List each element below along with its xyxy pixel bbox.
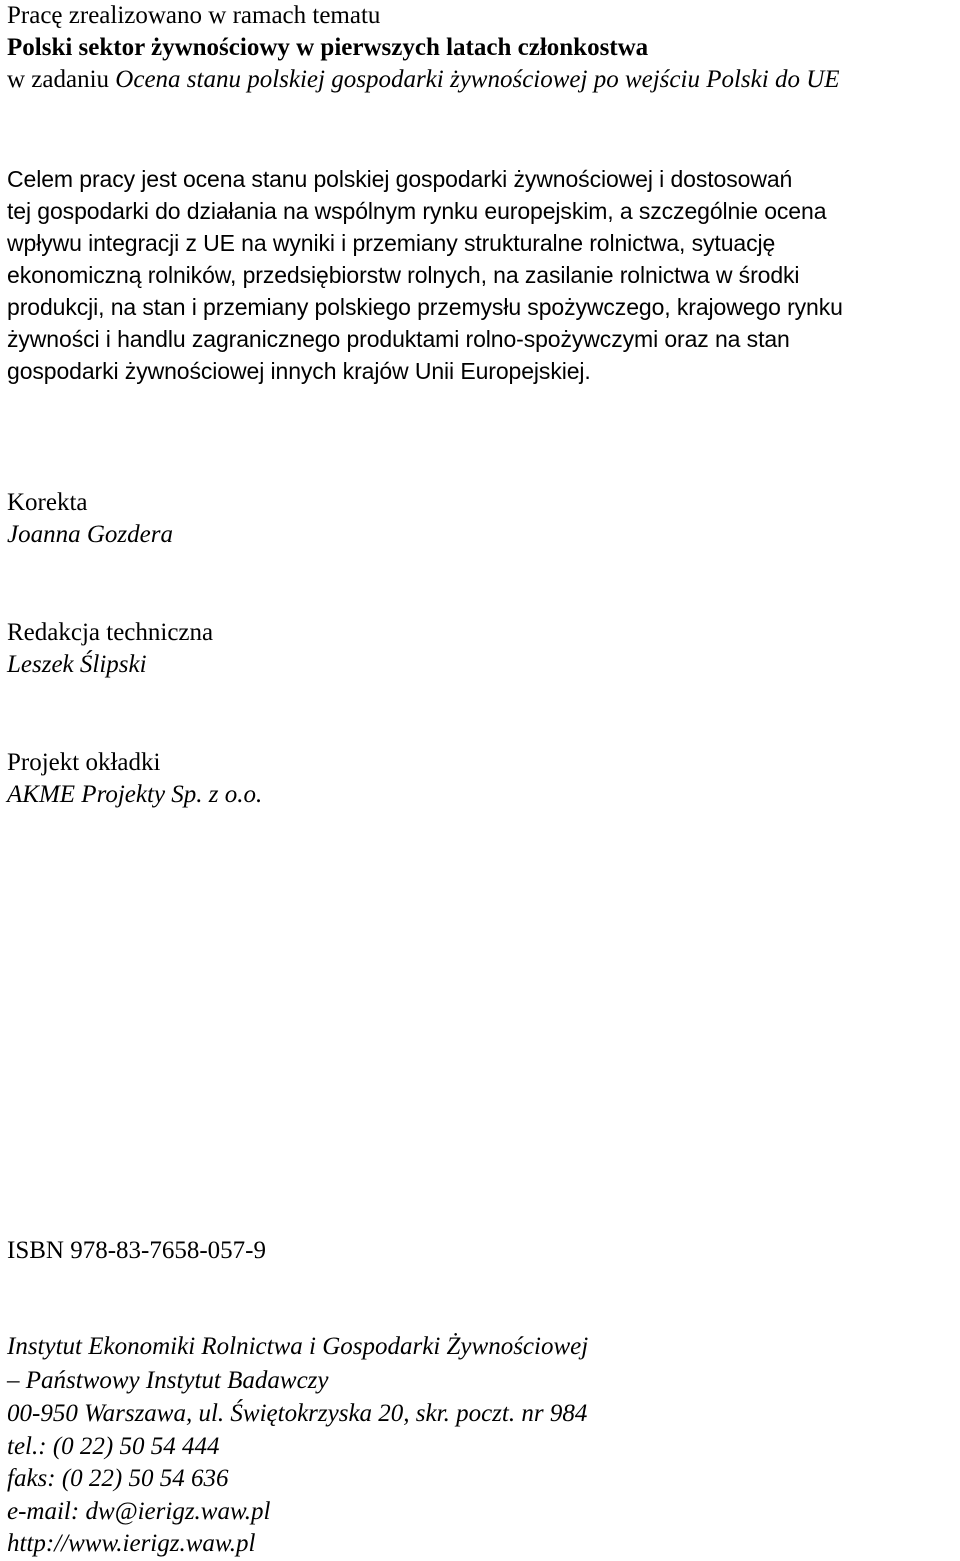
publisher-tel: tel.: (0 22) 50 54 444 — [7, 1433, 220, 1460]
publisher-fax: faks: (0 22) 50 54 636 — [7, 1465, 229, 1492]
task-title: Ocena stanu polskiej gospodarki żywnościowej po wejściu Polski do UE — [115, 66, 840, 93]
abstract-line: ekonomiczną rolników, przedsiębiorstw rolnych, na zasilanie rolnictwa w środki — [7, 262, 800, 288]
task-line — [7, 67, 840, 92]
isbn: ISBN 978-83-7658-057-9 — [7, 1237, 267, 1264]
publisher-email[interactable]: e-mail: dw@ierigz.waw.pl — [7, 1498, 271, 1525]
abstract-line: żywności i handlu zagranicznego produktami rolno-spożywczymi oraz na stan — [7, 326, 790, 352]
topic-title: Polski sektor żywnościowy w pierwszych latach członkostwa — [7, 34, 649, 61]
abstract-line: gospodarki żywnościowej innych krajów Unii Europejskiej. — [7, 358, 591, 384]
abstract-line: produkcji, na stan i przemiany polskiego przemysłu spożywczego, krajowego rynku — [7, 294, 843, 320]
publisher-subtitle: – Państwowy Instytut Badawczy — [7, 1367, 329, 1394]
tech-editor-label: Redakcja techniczna — [7, 619, 214, 646]
task-prefix: w zadaniu — [7, 66, 116, 93]
cover-design-name: AKME Projekty Sp. z o.o. — [7, 781, 263, 808]
intro-line: Pracę zrealizowano w ramach tematu — [7, 2, 381, 29]
abstract-line: wpływu integracji z UE na wyniki i przemiany strukturalne rolnictwa, sytuację — [7, 230, 776, 256]
publisher-address: 00-950 Warszawa, ul. Świętokrzyska 20, skr. poczt. nr 984 — [7, 1400, 588, 1427]
correction-label: Korekta — [7, 489, 88, 516]
correction-name: Joanna Gozdera — [7, 521, 173, 548]
publisher-name: Instytut Ekonomiki Rolnictwa i Gospodarki Żywnościowej — [7, 1333, 589, 1360]
publisher-website[interactable]: http://www.ierigz.waw.pl — [7, 1530, 256, 1557]
abstract-line: Celem pracy jest ocena stanu polskiej gospodarki żywnościowej i dostosowań — [7, 166, 793, 192]
abstract-line: tej gospodarki do działania na wspólnym rynku europejskim, a szczególnie ocena — [7, 198, 827, 224]
tech-editor-name: Leszek Ślipski — [7, 651, 147, 678]
cover-design-label: Projekt okładki — [7, 749, 161, 776]
